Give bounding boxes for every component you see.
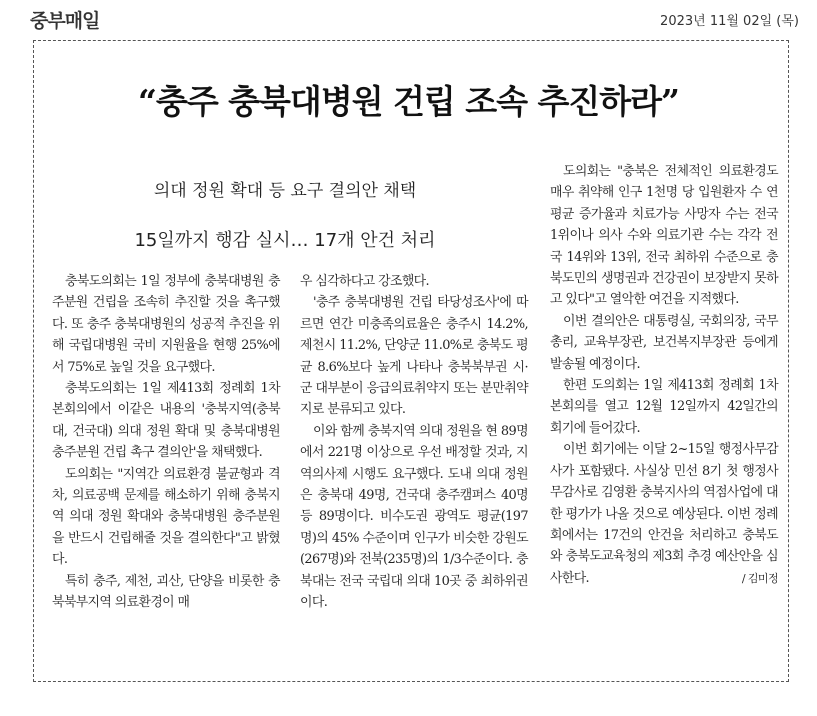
paragraph: 도의회는 "지역간 의료환경 불균형과 격차, 의료공백 문제를 해소하기 위해 충북지역 의대 정원 확대와 충북대병원 충주분원을 반드시 건립해줄 것을 결의한다"고 밝혔다.: [52, 466, 280, 568]
paragraph: 우 심각하다고 강조했다.: [300, 274, 430, 289]
publish-date: 2023년 11월 02일 (목): [660, 14, 799, 29]
paragraph: '충주 충북대병원 건립 타당성조사'에 따르면 연간 미충족의료율은 충주시 14.2%, 제천시 11.2%, 단양군 11.0%로 충북도 평균 8.6%보다 높게 나타나 충북북부권 시·군 대부분이 응급의료취약지 또는 분만취약지로 분류되고 있다.: [300, 295, 528, 418]
paragraph: 이번 결의안은 대통령실, 국회의장, 국무총리, 교육부장관, 보건복지부장관 등에게 발송될 예정이다.: [550, 313, 778, 372]
article-column-3: [550, 161, 778, 590]
paragraph: 충북도의회는 1일 제413회 정례회 1차 본회의에서 이같은 내용의 '충북지역(충북대, 건국대) 의대 정원 확대 및 충북대병원 충주분원 건립 촉구 결의안'을 채택했다.: [52, 381, 280, 461]
paragraph: 특히 충주, 제천, 괴산, 단양을 비롯한 충북북부지역 의료환경이 매: [52, 573, 280, 611]
paragraph: 한편 도의회는 1일 제413회 정례회 1차 본회의를 열고 12월 12일까지 42일간의 회기에 들어갔다.: [550, 378, 778, 436]
paragraph: 충북도의회는 1일 정부에 충북대병원 충주분원 건립을 조속히 추진할 것을 촉구했다. 또 충주 충북대병원의 성공적 추진을 위해 국립대병원 국비 지원율을 현행 25%에서 75%로 높일 것을 요구했다.: [52, 274, 280, 375]
newspaper-masthead: 중부매일: [30, 10, 100, 32]
article-headline: “충주 충북대병원 건립 조속 추진하라”: [137, 82, 680, 121]
article-column-1: [52, 271, 280, 614]
paragraph: 도의회는 "충북은 전체적인 의료환경도 매우 취약해 인구 1천명 당 입원환자 수 연평균 증가율과 치료가능 사망자 수는 전국 1위이나 의사 수와 의료기관 수는 각각 전국 14위와 13위, 전국 최하위 수준으로 충북도민의 생명권과 건강권이 보장받지 못하고 있다"고 열악한 여건을 지적했다.: [550, 164, 778, 308]
article-column-2: [300, 271, 528, 614]
article-subhead-1: 의대 정원 확대 등 요구 결의안 채택: [153, 181, 417, 201]
article-subhead-2: 15일까지 행감 실시… 17개 안건 처리: [134, 230, 436, 251]
paragraph: 이와 함께 충북지역 의대 정원을 현 89명에서 221명 이상으로 우선 배정할 것과, 지역의사제 시행도 요구했다. 도내 의대 정원은 충북대 49명, 건국대 충주캠퍼스 40명 등 89명이다. 비수도권 광역도 평균(197명)의 45% 수준이며 인구가 비슷한 강원도(267명)와 전북(235명)의 1/3수준이다. 충북대는 전국 국립대 의대 10곳 중 최하위권이다.: [300, 423, 528, 611]
paragraph: 이번 회기에는 이달 2~15일 행정사무감사가 포함됐다. 사실상 민선 8기 첫 행정사무감사로 김영환 충북지사의 역점사업에 대한 평가가 나올 것으로 예상된다. 이번 정례회에서는 17건의 안건을 처리하고 충북도와 충북도교육청의 제3회 추경 예산안을 심사한다.: [550, 442, 778, 586]
author-byline: / 김미정: [741, 572, 778, 586]
